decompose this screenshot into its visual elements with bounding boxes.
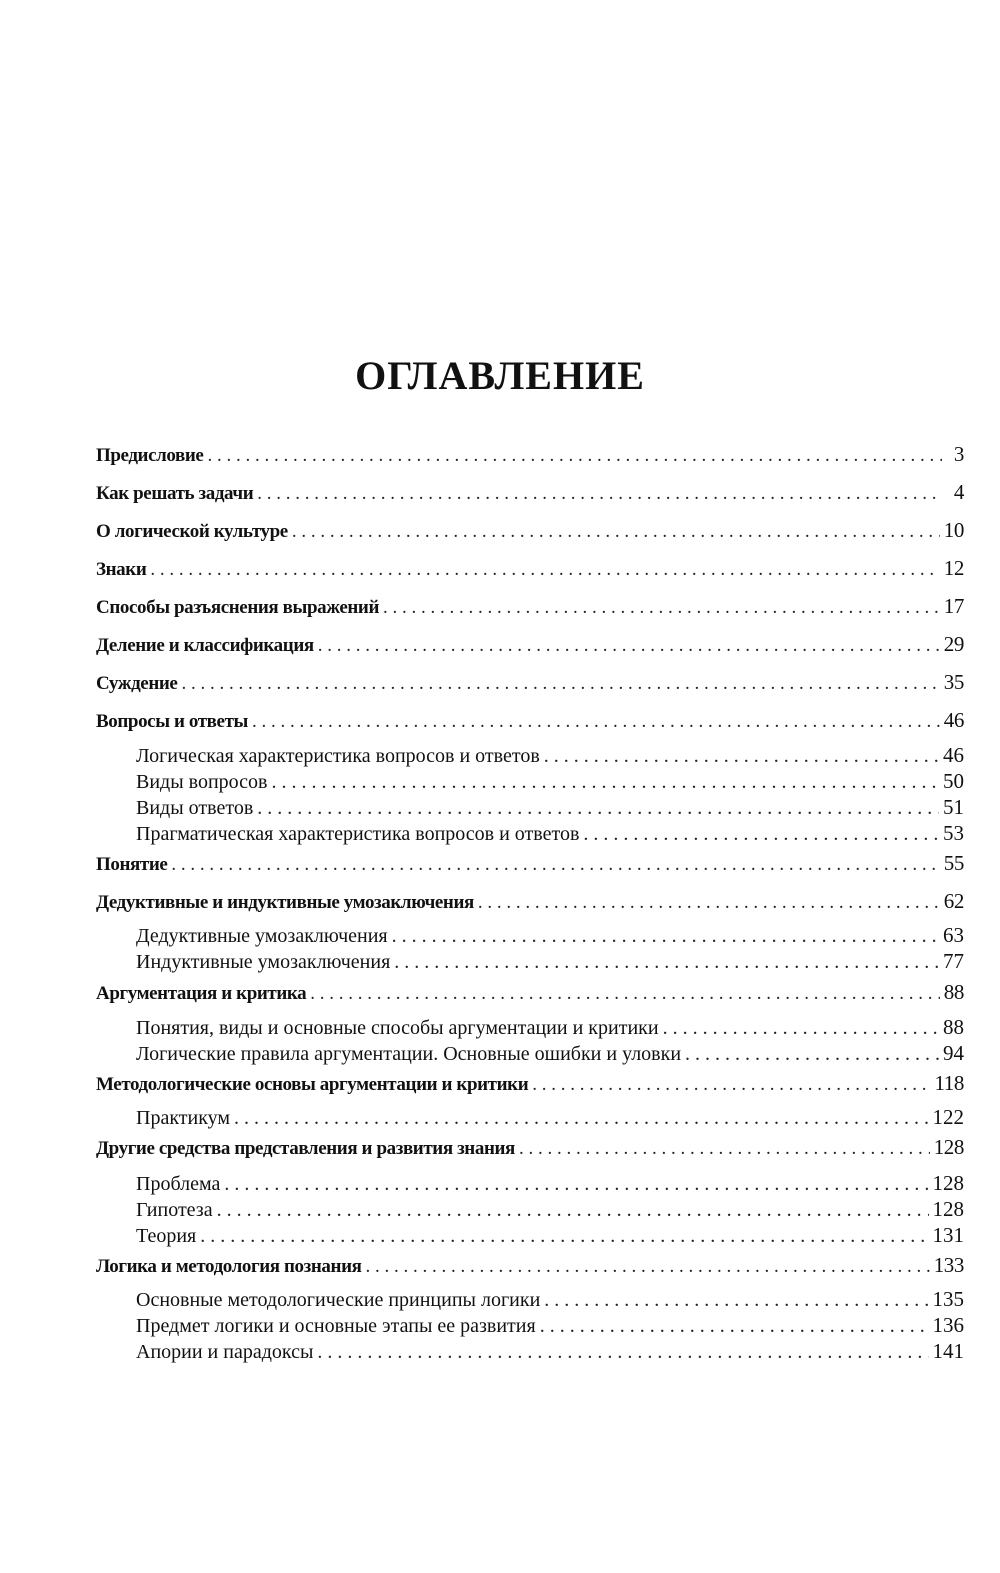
toc-entry-page: 141	[932, 1339, 964, 1363]
toc-entry[interactable]	[96, 850, 964, 876]
toc-entry-title: Виды вопросов	[136, 771, 268, 793]
dot-leader	[171, 852, 939, 878]
toc-entry-page: 88	[943, 1015, 964, 1039]
toc-entry-page: 135	[932, 1287, 964, 1311]
toc-entry-title: Виды ответов	[136, 797, 254, 819]
toc-subentry[interactable]	[136, 1014, 964, 1040]
dot-leader	[207, 443, 942, 469]
toc-entry-page: 128	[932, 1197, 964, 1221]
toc-entry-title: Суждение	[96, 673, 178, 694]
toc-entry-title: Понятие	[96, 854, 168, 875]
dot-leader	[583, 821, 939, 847]
toc-entry-page: 17	[943, 594, 964, 618]
toc-entry-title: Прагматическая характеристика вопросов и ответов	[136, 823, 580, 845]
toc-entry[interactable]	[96, 1134, 964, 1160]
toc-entry-page: 77	[943, 949, 964, 973]
dot-leader	[519, 1136, 930, 1162]
toc-entry-page: 51	[943, 795, 964, 819]
toc-entry-page: 29	[943, 632, 964, 656]
toc-entry-title: Практикум	[136, 1107, 231, 1129]
toc-subentry[interactable]	[136, 1312, 964, 1338]
page-title: ОГЛАВЛЕНИЕ	[355, 353, 645, 398]
toc-entry[interactable]	[96, 707, 964, 733]
toc-entry-page: 46	[943, 708, 964, 732]
dot-leader	[292, 519, 940, 545]
toc-entry-page: 136	[932, 1313, 964, 1337]
toc-entry-title: Основные методологические принципы логики	[136, 1289, 541, 1311]
toc-entry-title: Методологические основы аргументации и критики	[96, 1074, 529, 1095]
toc-entry-page: 131	[932, 1223, 964, 1247]
toc-entry-page: 55	[943, 851, 964, 875]
dot-leader	[150, 557, 939, 583]
toc-entry[interactable]	[96, 555, 964, 581]
toc-subentry[interactable]	[136, 922, 964, 948]
toc-entry[interactable]	[96, 979, 964, 1005]
dot-leader	[544, 743, 939, 769]
toc-subentry[interactable]	[136, 794, 964, 820]
toc-entry-title: О логической культуре	[96, 521, 288, 542]
toc-entry[interactable]	[96, 1252, 964, 1278]
toc-entry-title: Логическая характеристика вопросов и ответов	[136, 745, 540, 767]
toc-entry-page: 128	[933, 1135, 964, 1159]
toc-entry[interactable]	[96, 1070, 964, 1096]
toc-entry-page: 10	[943, 518, 964, 542]
dot-leader	[181, 671, 939, 697]
dot-leader	[252, 709, 940, 735]
toc-entry-title: Способы разъяснения выражений	[96, 597, 380, 618]
dot-leader	[224, 1171, 928, 1197]
toc-entry-title: Логика и методология познания	[96, 1256, 362, 1277]
dot-leader	[310, 981, 940, 1007]
toc-entry-title: Теория	[136, 1225, 197, 1247]
toc-subentry[interactable]	[136, 1040, 964, 1066]
toc-entry-page: 46	[943, 743, 964, 767]
toc-entry-title: Предмет логики и основные этапы ее развития	[136, 1315, 536, 1337]
toc-entry[interactable]	[96, 631, 964, 657]
dot-leader	[217, 1197, 929, 1223]
dot-leader	[317, 1339, 928, 1365]
toc-entry-page: 35	[943, 670, 964, 694]
toc-entry-title: Индуктивные умозаключения	[136, 951, 391, 973]
toc-subentry[interactable]	[136, 820, 964, 846]
toc-entry-page: 122	[932, 1105, 964, 1129]
toc-entry-title: Дедуктивные умозаключения	[136, 925, 388, 947]
toc-entry-title: Другие средства представления и развития знания	[96, 1138, 515, 1159]
toc-entry-title: Логические правила аргументации. Основные ошибки и уловки	[136, 1043, 682, 1065]
toc-subentry[interactable]	[136, 1170, 964, 1196]
toc-entry-title: Апории и парадоксы	[136, 1341, 314, 1363]
toc-entry-title: Знаки	[96, 559, 147, 580]
toc-entry-page: 94	[943, 1041, 964, 1065]
toc-entry-page: 53	[943, 821, 964, 845]
toc-entry[interactable]	[96, 888, 964, 914]
dot-leader	[663, 1015, 939, 1041]
toc-entry-page: 3	[953, 442, 964, 466]
dot-leader	[540, 1313, 929, 1339]
toc-subentry[interactable]	[136, 742, 964, 768]
dot-leader	[257, 481, 942, 507]
toc-entry-page: 4	[953, 480, 964, 504]
toc-entry[interactable]	[96, 441, 964, 467]
dot-leader	[257, 795, 939, 821]
toc-entry-title: Дедуктивные и индуктивные умозаключения	[96, 892, 474, 913]
toc-entry-title: Предисловие	[96, 445, 204, 466]
toc-subentry[interactable]	[136, 768, 964, 794]
toc-entry[interactable]	[96, 593, 964, 619]
toc-entry-page: 88	[943, 980, 964, 1004]
toc-entry-page: 12	[943, 556, 964, 580]
toc-entry-title: Вопросы и ответы	[96, 711, 248, 732]
toc-subentry[interactable]	[136, 1196, 964, 1222]
toc-entry-page: 63	[943, 923, 964, 947]
toc-entry-title: Понятия, виды и основные способы аргументации и критики	[136, 1017, 659, 1039]
toc-entry-page: 133	[933, 1253, 964, 1277]
toc-entry-title: Как решать задачи	[96, 483, 254, 504]
toc-entry-title: Проблема	[136, 1173, 221, 1195]
toc-subentry[interactable]	[136, 1338, 964, 1364]
dot-leader	[383, 595, 940, 621]
toc-subentry[interactable]	[136, 1286, 964, 1312]
dot-leader	[544, 1287, 928, 1313]
dot-leader	[318, 633, 940, 659]
toc-entry-title: Деление и классификация	[96, 635, 314, 656]
dot-leader	[392, 923, 939, 949]
toc-entry-title: Аргументация и критика	[96, 983, 307, 1004]
toc-entry-page: 50	[943, 769, 964, 793]
toc-entry-page: 128	[932, 1171, 964, 1195]
dot-leader	[234, 1105, 928, 1131]
toc-entry[interactable]	[96, 669, 964, 695]
toc-entry-page: 62	[943, 889, 964, 913]
toc-entry-title: Гипотеза	[136, 1199, 213, 1221]
toc-subentry[interactable]	[136, 1104, 964, 1130]
dot-leader	[394, 949, 939, 975]
dot-leader	[532, 1072, 930, 1098]
dot-leader	[271, 769, 939, 795]
dot-leader	[366, 1254, 930, 1280]
dot-leader	[200, 1223, 928, 1249]
toc-subentry[interactable]	[136, 948, 964, 974]
toc-subentry[interactable]	[136, 1222, 964, 1248]
toc-entry-page: 118	[934, 1071, 964, 1095]
dot-leader	[478, 890, 940, 916]
toc-entry[interactable]	[96, 517, 964, 543]
toc-entry[interactable]	[96, 479, 964, 505]
dot-leader	[685, 1041, 939, 1067]
